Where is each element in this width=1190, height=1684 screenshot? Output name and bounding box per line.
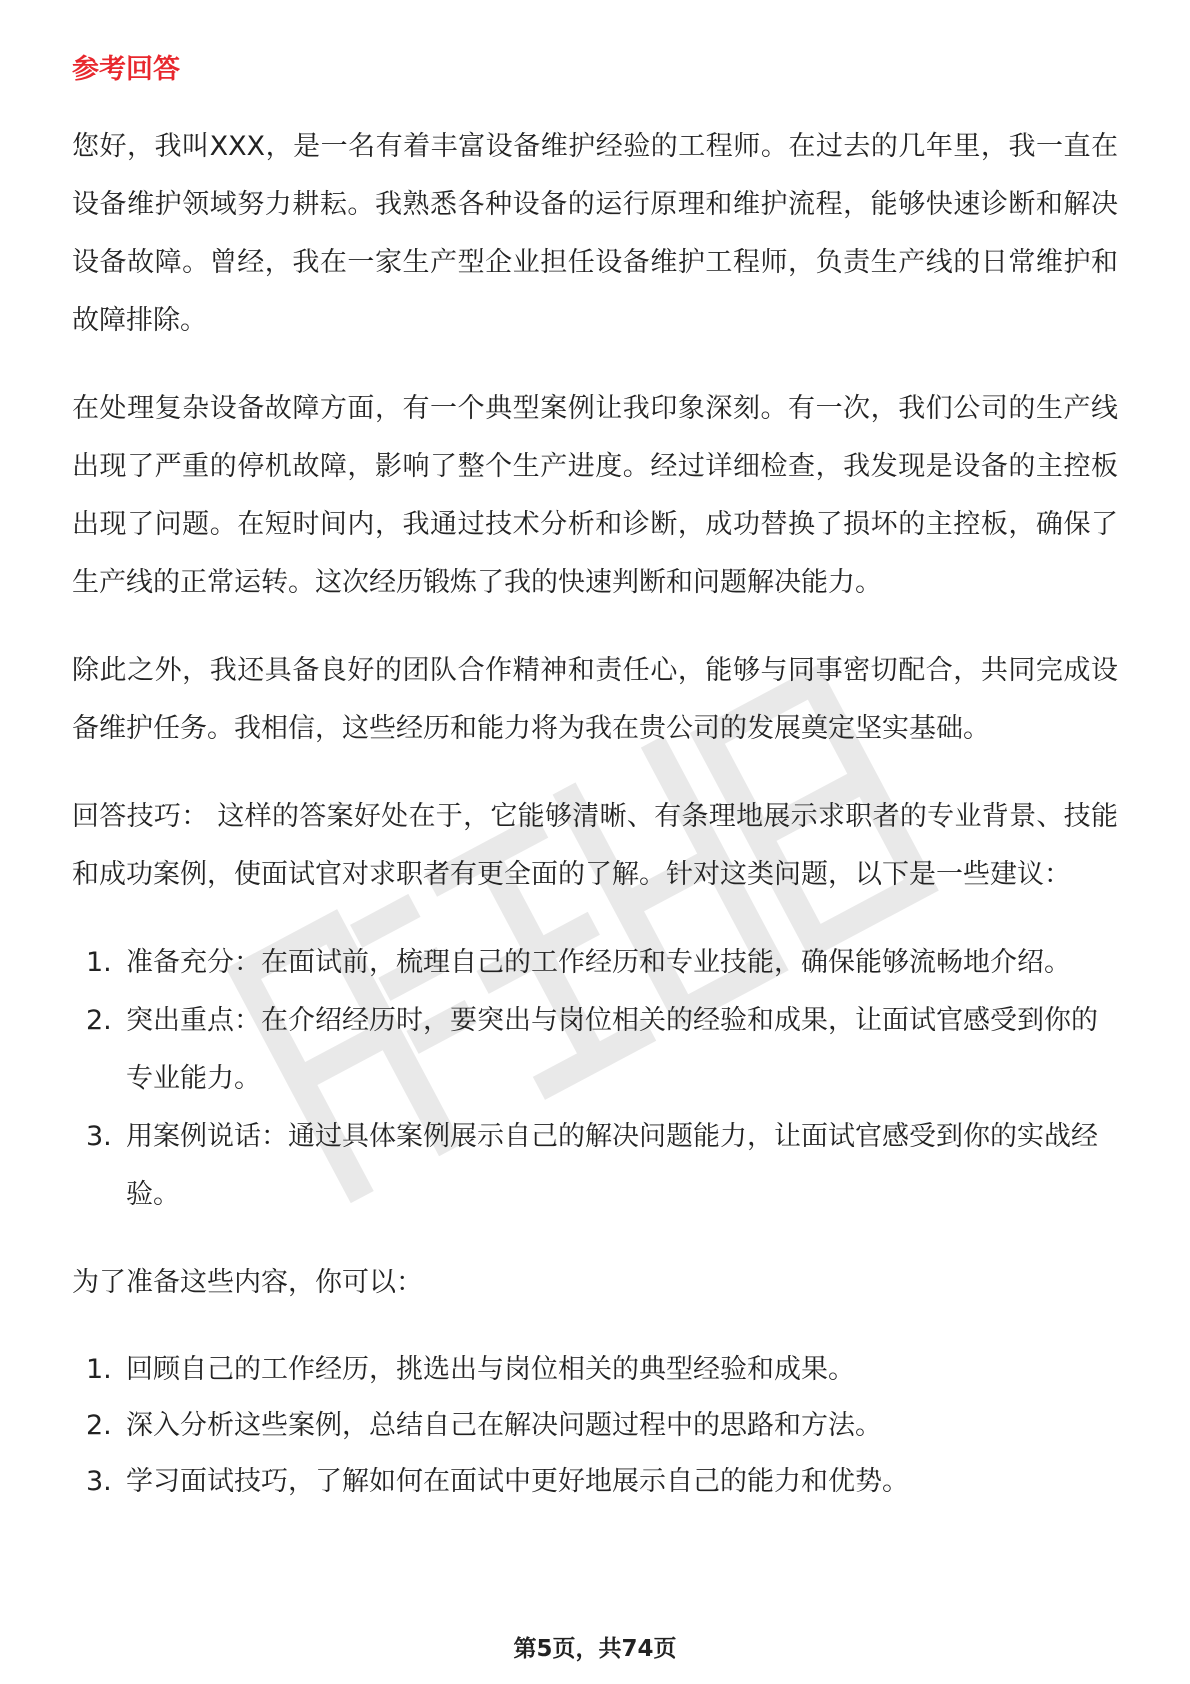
list-item-text: 深入分析这些案例，总结自己在解决问题过程中的思路和方法。 bbox=[126, 1410, 882, 1441]
paragraph-tips-intro: 回答技巧： 这样的答案好处在于，它能够清晰、有条理地展示求职者的专业背景、技能和成功案例，使面试官对求职者有更全面的了解。针对这类问题，以下是一些建议： bbox=[72, 801, 1118, 890]
list-number: 3. bbox=[86, 1121, 112, 1152]
list-item-text: 回顾自己的工作经历，挑选出与岗位相关的典型经验和成果。 bbox=[126, 1354, 855, 1385]
list-item bbox=[72, 992, 1118, 1108]
section-heading: 参考回答 bbox=[72, 54, 180, 85]
paragraph-case: 在处理复杂设备故障方面，有一个典型案例让我印象深刻。有一次，我们公司的生产线出现了严重的停机故障，影响了整个生产进度。经过详细检查，我发现是设备的主控板出现了问题。在短时间内，我通过技术分析和诊断，成功替换了损坏的主控板，确保了生产线的正常运转。这次经历锻炼了我的快速判断和问题解决能力。 bbox=[72, 393, 1118, 598]
list-item bbox=[72, 1398, 1118, 1454]
list-number: 2. bbox=[86, 1410, 112, 1441]
list-item-text: 用案例说话：通过具体案例展示自己的解决问题能力，让面试官感受到你的实战经验。 bbox=[126, 1121, 1098, 1210]
list-item bbox=[72, 1108, 1118, 1224]
paragraph-teamwork: 除此之外，我还具备良好的团队合作精神和责任心，能够与同事密切配合，共同完成设备维护任务。我相信，这些经历和能力将为我在贵公司的发展奠定坚实基础。 bbox=[72, 655, 1118, 744]
paragraph-prep-intro: 为了准备这些内容，你可以： bbox=[72, 1267, 423, 1298]
list-item bbox=[72, 1342, 1118, 1398]
list-item-text: 准备充分：在面试前，梳理自己的工作经历和专业技能，确保能够流畅地介绍。 bbox=[126, 947, 1071, 978]
list-number: 1. bbox=[86, 947, 112, 978]
list-item-text: 学习面试技巧，了解如何在面试中更好地展示自己的能力和优势。 bbox=[126, 1466, 909, 1497]
document-content bbox=[72, 50, 1118, 1540]
list-number: 2. bbox=[86, 1005, 112, 1036]
list-number: 3. bbox=[86, 1466, 112, 1497]
list-item bbox=[72, 934, 1118, 992]
list-item-text: 突出重点：在介绍经历时，要突出与岗位相关的经验和成果，让面试官感受到你的专业能力。 bbox=[126, 1005, 1098, 1094]
page-number-footer: 第5页，共74页 bbox=[513, 1636, 677, 1662]
list-item bbox=[72, 1454, 1118, 1510]
paragraph-intro: 您好，我叫XXX，是一名有着丰富设备维护经验的工程师。在过去的几年里，我一直在设备维护领域努力耕耘。我熟悉各种设备的运行原理和维护流程，能够快速诊断和解决设备故障。曾经，我在一家生产型企业担任设备维护工程师，负责生产线的日常维护和故障排除。 bbox=[72, 131, 1118, 336]
tips-list bbox=[72, 934, 1118, 1224]
prep-steps-list bbox=[72, 1342, 1118, 1510]
list-number: 1. bbox=[86, 1354, 112, 1385]
